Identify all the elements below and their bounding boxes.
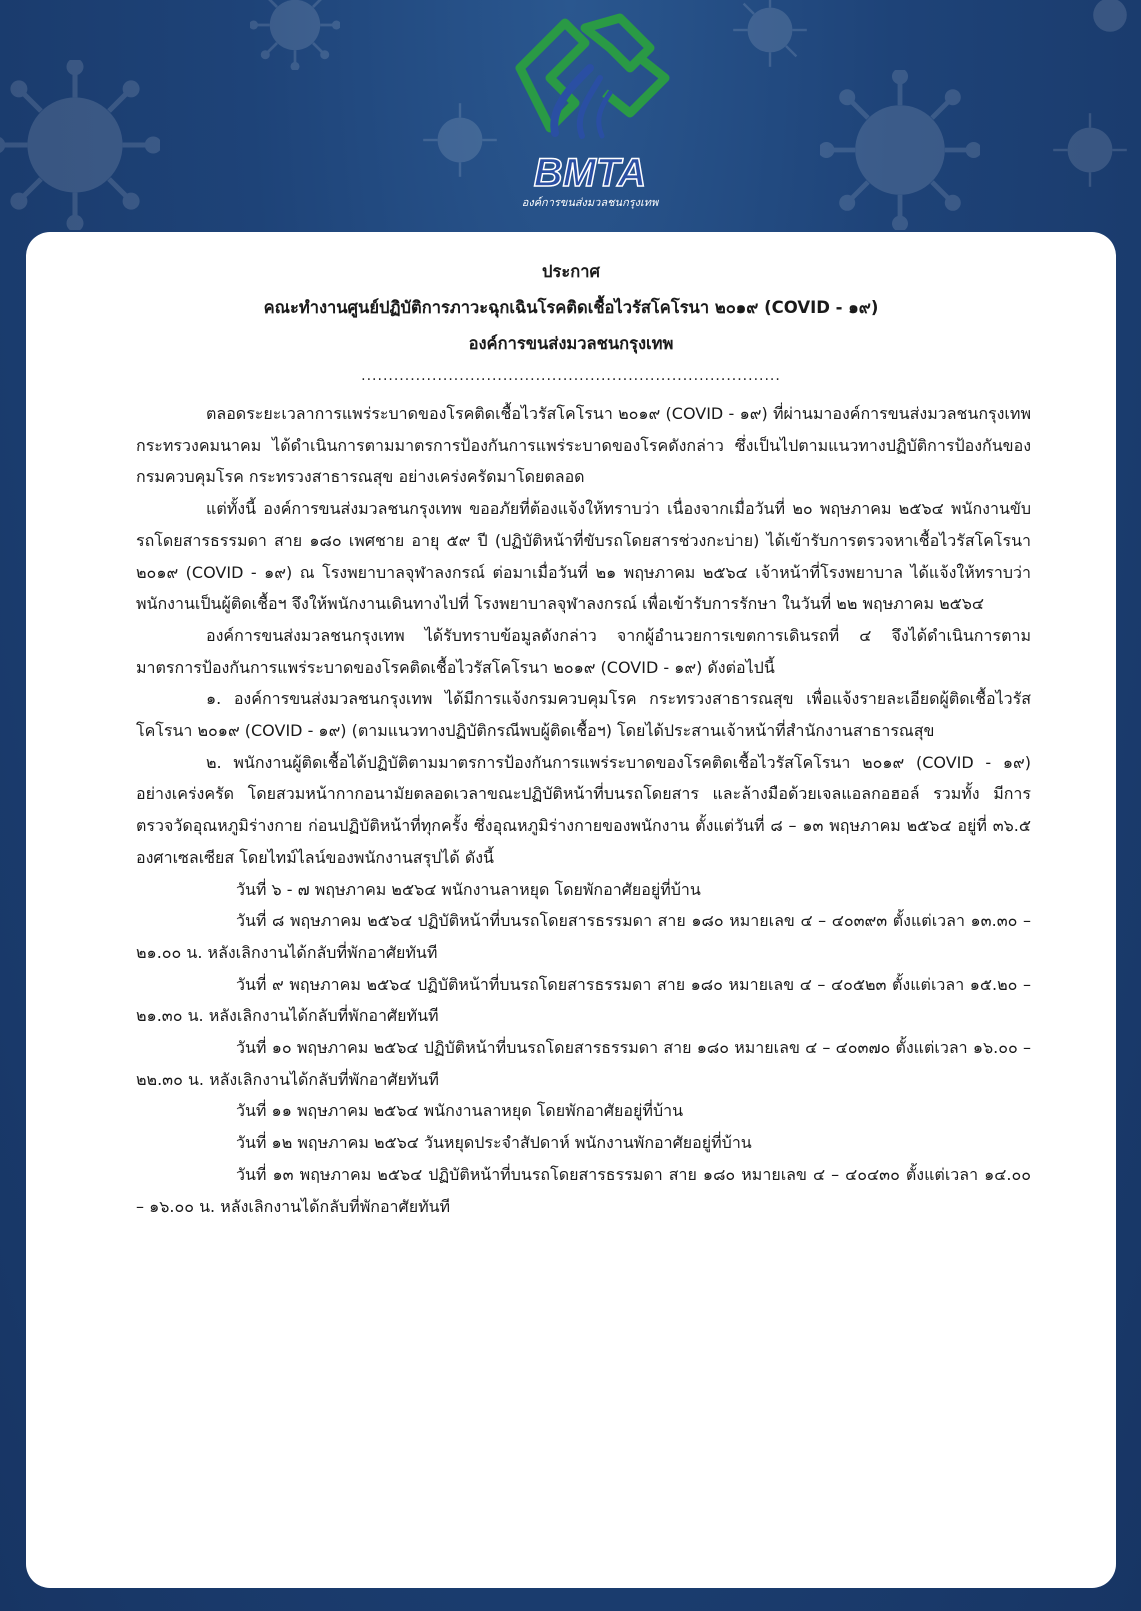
bmta-org-name: องค์การขนส่งมวลชนกรุงเทพ (521, 196, 659, 209)
timeline-item: วันที่ ๘ พฤษภาคม ๒๕๖๔ ปฏิบัติหน้าที่บนรถโดยสารธรรมดา สาย ๑๘๐ หมายเลข ๔ – ๔๐๓๙๓ ตั้งแต่เวลา ๑๓.๓๐ – ๒๑.๐๐ น. หลังเลิกงานได้กลับที่พักอาศัยทันที (136, 911, 1031, 962)
virus-icon (820, 70, 980, 230)
organization-name: องค์การขนส่งมวลชนกรุงเทพ (468, 334, 674, 353)
timeline-item: วันที่ ๑๓ พฤษภาคม ๒๕๖๔ ปฏิบัติหน้าที่บนรถโดยสารธรรมดา สาย ๑๘๐ หมายเลข ๔ – ๔๐๔๓๐ ตั้งแต่เวลา ๑๔.๐๐ – ๑๖.๐๐ น. หลังเลิกงานได้กลับที่พักอาศัยทันที (136, 1164, 1031, 1216)
timeline-item: วันที่ ๑๐ พฤษภาคม ๒๕๖๔ ปฏิบัติหน้าที่บนรถโดยสารธรรมดา สาย ๑๘๐ หมายเลข ๔ – ๔๐๓๗๐ ตั้งแต่เวลา ๑๖.๐๐ – ๒๒.๓๐ น. หลังเลิกงานได้กลับที่พักอาศัยทันที (136, 1038, 1031, 1089)
timeline-item: วันที่ ๑๒ พฤษภาคม ๒๕๖๔ วันหยุดประจำสัปดาห์ พนักงานพักอาศัยอยู่ที่บ้าน (236, 1133, 752, 1153)
virus-icon (1080, 0, 1140, 45)
virus-icon (0, 60, 160, 230)
bmta-emblem-icon (520, 18, 665, 136)
timeline-item: วันที่ ๑๑ พฤษภาคม ๒๕๖๔ พนักงานลาหยุด โดยพักอาศัยอยู่ที่บ้าน (236, 1101, 684, 1121)
paragraph-action-2: ๒. พนักงานผู้ติดเชื้อได้ปฏิบัติตามมาตรการป้องกันการแพร่ระบาดของโรคติดเชื้อไวรัสโคโรนา ๒๐๑๙ (COVID - ๑๙) อย่างเคร่งครัด โดยสวมหน้ากากอนามัยตลอดเวลาขณะปฏิบัติหน้าที่บนรถโดยสาร และล้างมือด้วยเจลแอลกอฮอล์ รวมทั้ง มีการตรวจวัดอุณหภูมิร่างกาย ก่อนปฏิบัติหน้าที่ทุกครั้ง ซึ่งอุณหภูมิร่างกายของพนักงาน ตั้งแต่วันที่ ๘ – ๑๓ พฤษภาคม ๒๕๖๔ อยู่ที่ ๓๖.๕ องศาเซลเซียส โดยไทม์ไลน์ของพนักงานสรุปได้ ดังนี้ (136, 752, 1031, 867)
announcement-header (26, 254, 1116, 386)
virus-icon (1050, 110, 1130, 190)
timeline-item: วันที่ ๖ - ๗ พฤษภาคม ๒๕๖๔ พนักงานลาหยุด โดยพักอาศัยอยู่ที่บ้าน (236, 879, 701, 899)
paragraph-intro: ตลอดระยะเวลาการแพร่ระบาดของโรคติดเชื้อไวรัสโคโรนา ๒๐๑๙ (COVID - ๑๙) ที่ผ่านมาองค์การขนส่งมวลชนกรุงเทพ กระทรวงคมนาคม ได้ดำเนินการตามมาตรการป้องกันการแพร่ระบาดของโรคดังกล่าว ซึ่งเป็นไปตามแนวทางปฏิบัติการป้องกันของกรมควบคุมโรค กระทรวงสาธารณสุข อย่างเคร่งครัดมาโดยตลอด (136, 404, 1031, 487)
title-separator: ............................................................................. (361, 368, 781, 384)
announcement-body (136, 398, 1031, 1222)
header-banner (0, 0, 1141, 232)
announcement-subtitle: คณะทำงานศูนย์ปฏิบัติการภาวะฉุกเฉินโรคติดเชื้อไวรัสโคโรนา ๒๐๑๙ (COVID - ๑๙) (263, 298, 879, 317)
bmta-brand-text: BMTA (533, 151, 647, 195)
announcement-card (26, 232, 1116, 1588)
virus-icon (730, 0, 810, 70)
virus-icon (420, 100, 500, 180)
paragraph-action-1: ๑. องค์การขนส่งมวลชนกรุงเทพ ได้มีการแจ้งกรมควบคุมโรค กระทรวงสาธารณสุข เพื่อแจ้งรายละเอียดผู้ติดเชื้อไวรัสโคโรนา ๒๐๑๙ (COVID - ๑๙) (ตามแนวทางปฏิบัติกรณีพบผู้ติดเชื้อฯ) โดยได้ประสานเจ้าหน้าที่สำนักงานสาธารณสุข (136, 689, 1031, 741)
paragraph-case-report: แต่ทั้งนี้ องค์การขนส่งมวลชนกรุงเทพ ขออภัยที่ต้องแจ้งให้ทราบว่า เนื่องจากเมื่อวันที่ ๒๐ พฤษภาคม ๒๕๖๔ พนักงานขับรถโดยสารธรรมดา สาย ๑๘๐ เพศชาย อายุ ๕๙ ปี (ปฏิบัติหน้าที่ขับรถโดยสารช่วงกะบ่าย) ได้เข้ารับการตรวจหาเชื้อไวรัสโคโรนา ๒๐๑๙ (COVID - ๑๙) ณ โรงพยาบาลจุฬาลงกรณ์ ต่อมาเมื่อวันที่ ๒๑ พฤษภาคม ๒๕๖๔ เจ้าหน้าที่โรงพยาบาล ได้แจ้งให้ทราบว่าพนักงานเป็นผู้ติดเชื้อฯ จึงให้พนักงานเดินทางไปที่ โรงพยาบาลจุฬาลงกรณ์ เพื่อเข้ารับการรักษา ในวันที่ ๒๒ พฤษภาคม ๒๕๖๔ (136, 499, 1031, 614)
timeline-item: วันที่ ๙ พฤษภาคม ๒๕๖๔ ปฏิบัติหน้าที่บนรถโดยสารธรรมดา สาย ๑๘๐ หมายเลข ๔ – ๔๐๕๒๓ ตั้งแต่เวลา ๑๕.๒๐ – ๒๑.๓๐ น. หลังเลิกงานได้กลับที่พักอาศัยทันที (136, 974, 1031, 1026)
virus-icon (250, 0, 340, 70)
page-title: ประกาศ (542, 262, 600, 281)
paragraph-actions-intro: องค์การขนส่งมวลชนกรุงเทพ ได้รับทราบข้อมูลดังกล่าว จากผู้อำนวยการเขตการเดินรถที่ ๔ จึงได้ดำเนินการตามมาตรการป้องกันการแพร่ระบาดของโรคติดเชื้อไวรัสโคโรนา ๒๐๑๙ (COVID - ๑๙) ดังต่อไปนี้ (136, 625, 1031, 677)
bmta-logo (490, 8, 690, 218)
